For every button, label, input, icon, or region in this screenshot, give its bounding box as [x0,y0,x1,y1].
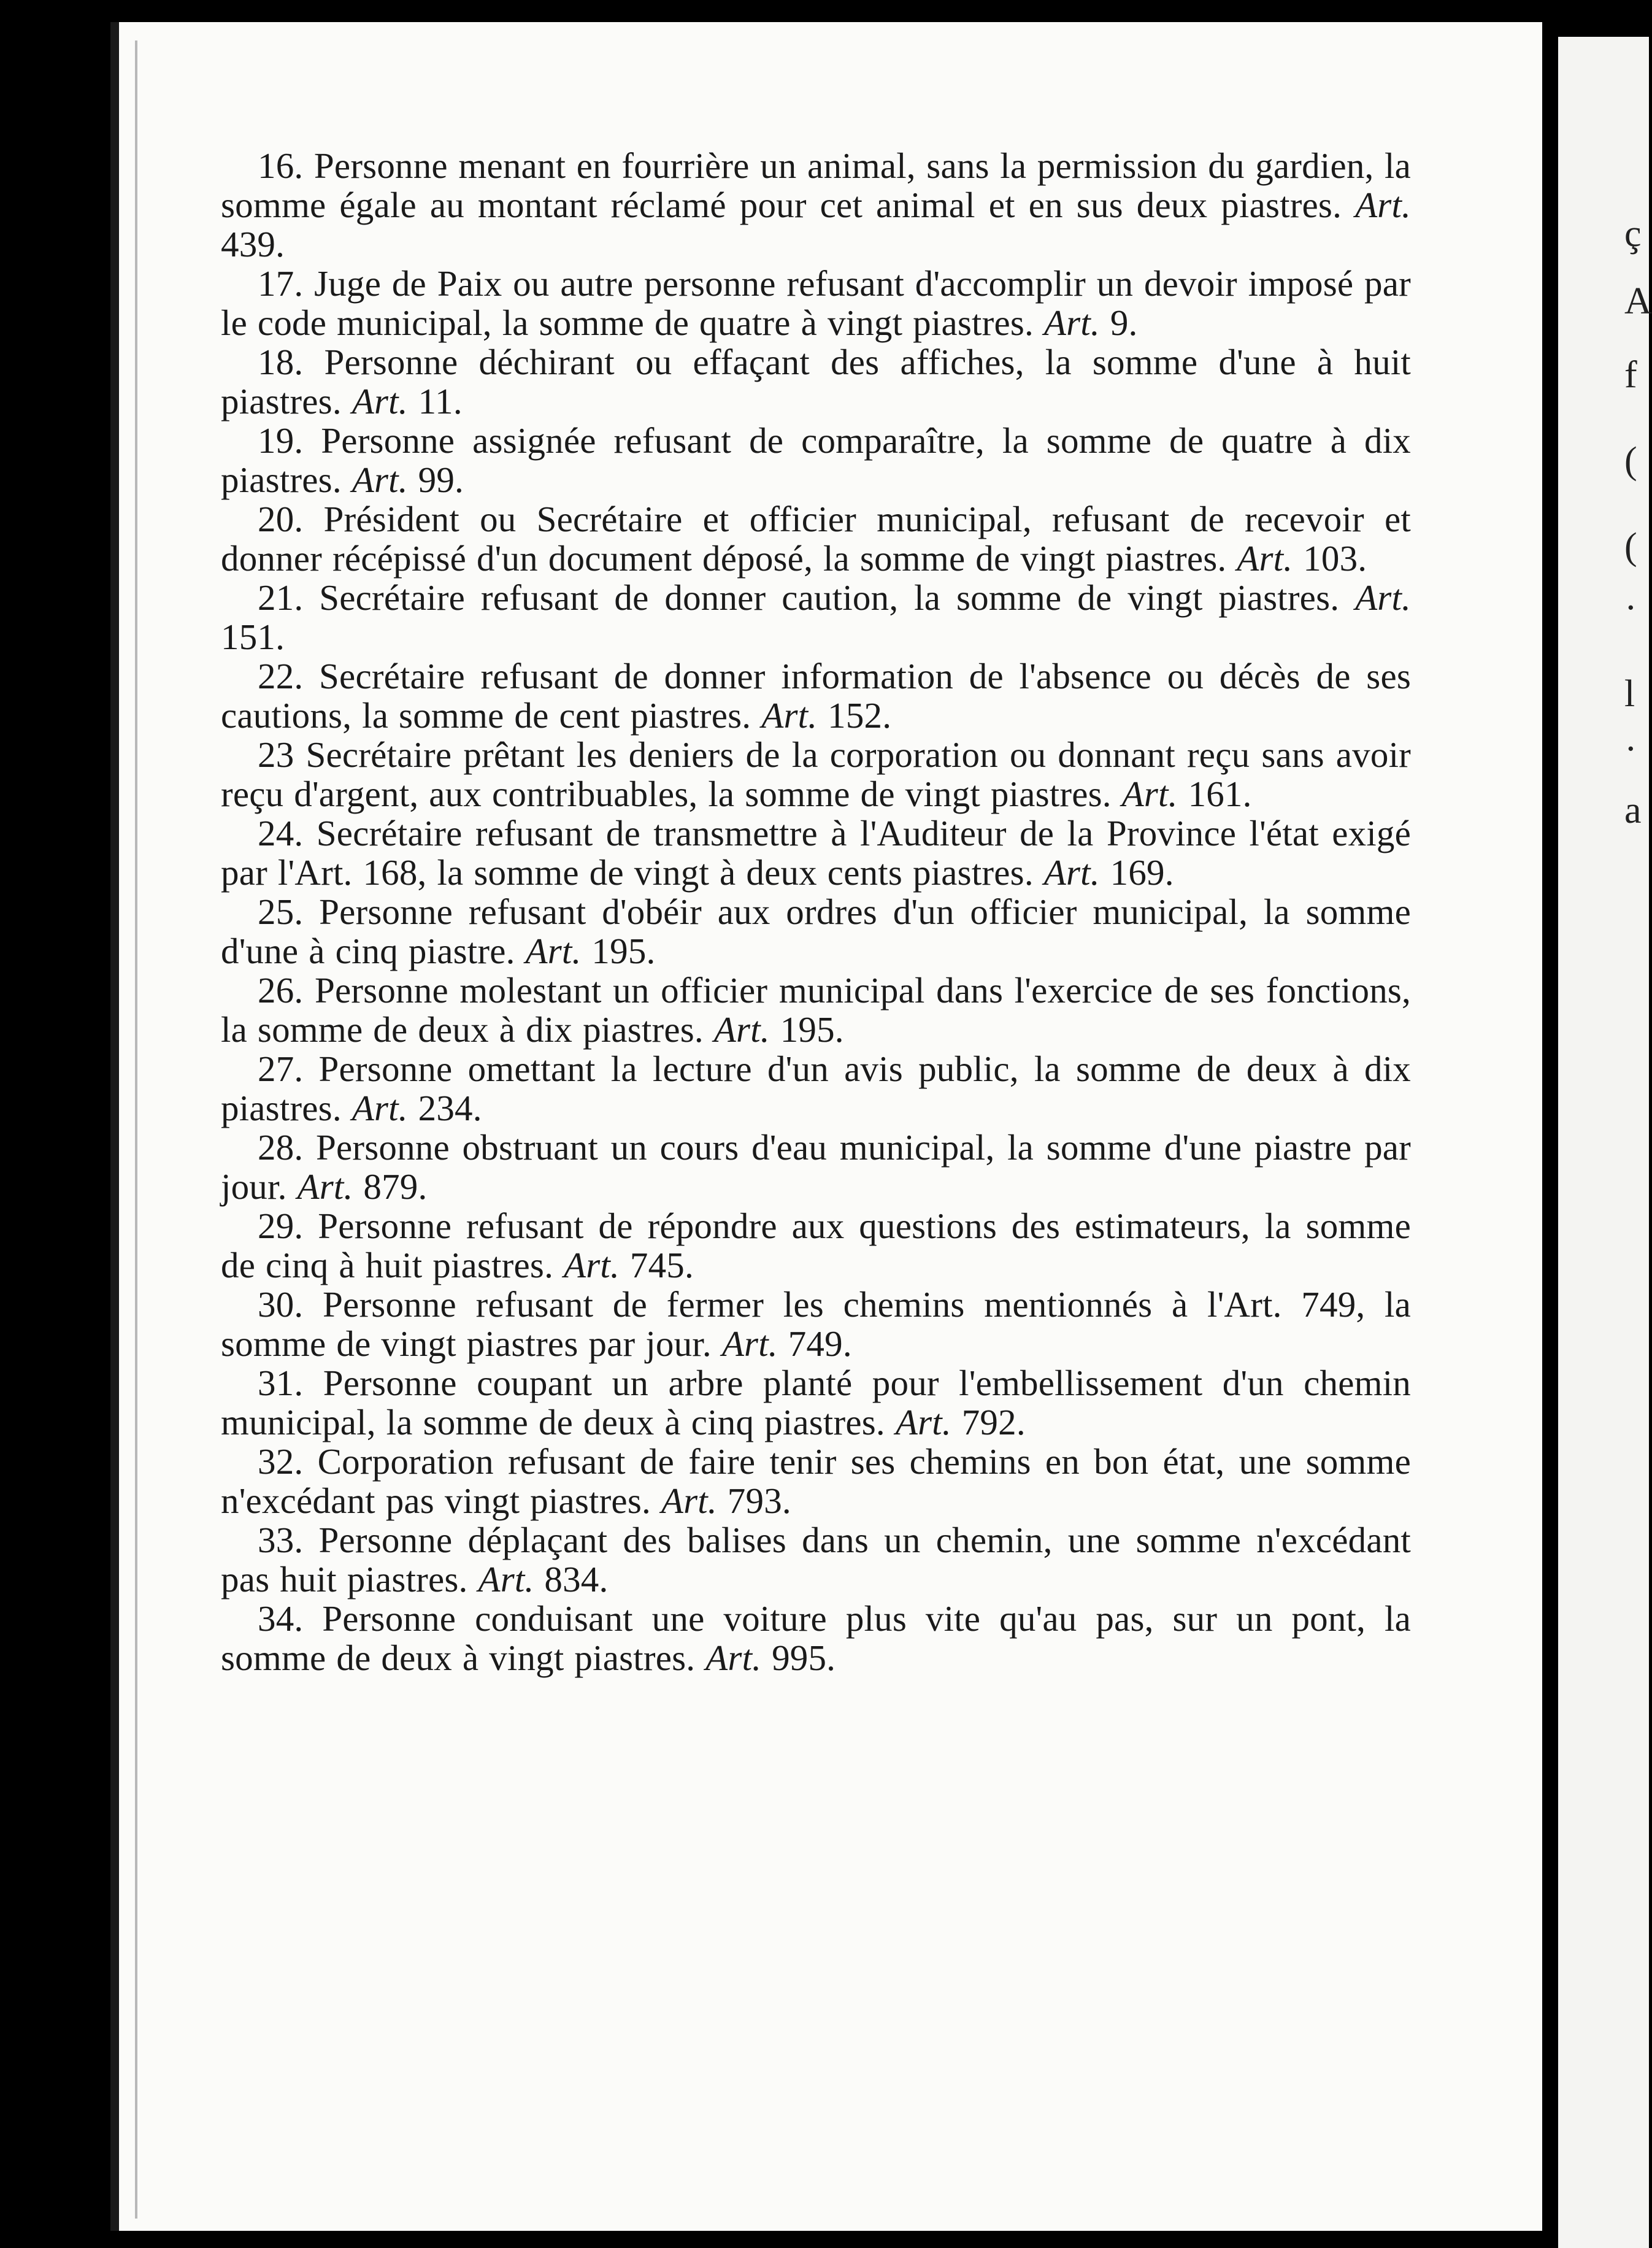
entry-text: Personne coupant un arbre planté pour l'embellissement d'un chemin municipal, la somme de deux à cinq piastres. [221,1363,1412,1442]
article-number: 9. [1110,302,1138,343]
article-number: 151. [221,617,285,657]
fine-entry [221,1442,1411,1520]
article-number: 792. [961,1402,1026,1442]
article-label: Art. [525,931,582,971]
edge-glyph: ( [1624,526,1637,568]
article-number: 995. [772,1638,836,1678]
article-number: 169. [1110,852,1174,893]
entry-text: Secrétaire refusant de donner caution, la somme de vingt piastres. [319,577,1340,618]
entry-text: Personne omettant la lecture d'un avis public, la somme de deux à dix piastres. [221,1049,1412,1128]
entry-number: 19. [258,420,304,461]
article-label: Art. [352,381,408,422]
entry-text: Personne obstruant un cours d'eau municipal, la somme d'une piastre par jour. [221,1127,1411,1207]
entry-number: 16. [258,145,304,186]
article-label: Art. [895,1402,951,1442]
article-label: Art. [1237,538,1293,579]
fine-entry [221,578,1411,656]
entry-number: 33. [258,1520,304,1560]
article-number: 195. [591,931,656,971]
entry-number: 17. [258,263,304,304]
entry-text: Personne déplaçant des balises dans un chemin, une somme n'excédant pas huit piastres. [221,1520,1411,1599]
entry-text: Personne refusant de fermer les chemins mentionnés à l'Art. 749, la somme de vingt piastres par jour. [221,1284,1412,1364]
edge-glyph: A [1624,280,1652,322]
fine-entry [221,1599,1411,1677]
article-label: Art. [478,1559,534,1599]
fine-entry [221,1206,1411,1285]
entry-number: 25. [258,891,304,932]
entry-text: Corporation refusant de faire tenir ses chemins en bon état, une somme n'excédant pas vingt piastres. [221,1441,1411,1521]
article-label: Art. [297,1166,353,1207]
fine-entry [221,814,1411,892]
entry-number: 26. [258,970,304,1010]
entry-number: 18. [258,342,304,382]
fine-entry [221,1128,1411,1206]
article-label: Art. [713,1009,770,1050]
article-label: Art. [1043,302,1100,343]
article-label: Art. [352,460,408,500]
article-number: 834. [544,1559,609,1599]
edge-glyph: · [1624,728,1637,770]
entry-number: 32. [258,1441,304,1482]
entry-number: 30. [258,1284,304,1325]
edge-glyph: ç [1624,213,1642,255]
page-gutter-rule [135,40,137,2219]
fine-entry [221,342,1411,421]
entry-text: Juge de Paix ou autre personne refusant d'accomplir un devoir imposé par le code municipal, la somme de quatre à vingt piastres. [221,263,1411,343]
entry-text: Personne conduisant une voiture plus vite qu'au pas, sur un pont, la somme de deux à vingt piastres. [221,1598,1412,1678]
entry-text: Personne refusant d'obéir aux ordres d'un officier municipal, la somme d'une à cinq piastre. [221,891,1412,971]
entry-number: 27. [258,1049,304,1089]
entry-text: Président ou Secrétaire et officier municipal, refusant de recevoir et donner récépissé d'un document déposé, la somme de vingt piastres. [221,499,1411,579]
article-number: 879. [363,1166,428,1207]
fine-entry [221,656,1411,735]
fine-entry [221,499,1411,578]
article-number: 103. [1303,538,1367,579]
fine-entry [221,892,1411,971]
entry-text: Secrétaire refusant de transmettre à l'Auditeur de la Province l'état exigé par l'Art. 168, la somme de vingt à deux cents piastres. [221,813,1412,893]
fine-entry [221,264,1411,342]
entry-number: 24. [258,813,304,853]
fine-entry [221,421,1411,499]
entry-number: 28. [258,1127,304,1168]
article-label: Art. [1355,577,1412,618]
edge-glyph: · [1624,587,1637,629]
entry-text: Secrétaire prêtant les deniers de la corporation ou donnant reçu sans avoir reçu d'argent, aux contribuables, la somme de vingt piastres. [221,734,1412,814]
opposite-page-edge [1558,37,1652,2248]
entry-text: Personne déchirant ou effaçant des affiches, la somme d'une à huit piastres. [221,342,1411,422]
article-label: Art. [705,1638,762,1678]
entry-text: Personne menant en fourrière un animal, sans la permission du gardien, la somme égale au montant réclamé pour cet animal et en sus deux piastres. [221,145,1412,225]
article-label: Art. [1121,774,1178,814]
entry-number: 22. [258,656,304,696]
fine-entry [221,1049,1411,1128]
article-number: 195. [780,1009,844,1050]
article-number: 749. [788,1323,852,1364]
article-label: Art. [661,1480,717,1521]
article-label: Art. [352,1088,408,1128]
entry-number: 31. [258,1363,304,1403]
article-label: Art. [721,1323,778,1364]
entry-number: 23 [258,734,294,775]
fine-entry [221,1363,1411,1442]
entry-text: Personne molestant un officier municipal dans l'exercice de ses fonctions, la somme de deux à dix piastres. [221,970,1411,1050]
fine-entry [221,971,1411,1049]
edge-glyph: l [1624,673,1635,715]
entry-number: 21. [258,577,304,618]
fine-entry [221,146,1411,264]
article-number: 439. [221,224,285,264]
article-number: 793. [727,1480,791,1521]
article-label: Art. [1043,852,1100,893]
article-label: Art. [1355,185,1412,225]
article-label: Art. [761,695,818,736]
article-number: 152. [828,695,892,736]
entry-number: 29. [258,1206,304,1246]
fines-list [221,146,1411,1677]
fine-entry [221,735,1411,814]
article-label: Art. [563,1245,620,1285]
edge-glyph: ( [1624,440,1637,482]
fine-entry [221,1285,1411,1363]
entry-number: 20. [258,499,304,539]
entry-number: 34. [258,1598,304,1639]
article-number: 99. [418,460,464,500]
entry-text: Personne refusant de répondre aux questions des estimateurs, la somme de cinq à huit piastres. [221,1206,1411,1285]
edge-glyph: a [1624,790,1642,831]
article-number: 161. [1188,774,1252,814]
article-number: 11. [418,381,463,422]
edge-glyph: f [1624,354,1637,396]
article-number: 745. [629,1245,694,1285]
entry-text: Secrétaire refusant de donner information de l'absence ou décès de ses cautions, la somme de cent piastres. [221,656,1412,736]
article-number: 234. [418,1088,482,1128]
entry-text: Personne assignée refusant de comparaître, la somme de quatre à dix piastres. [221,420,1412,500]
fine-entry [221,1520,1411,1599]
